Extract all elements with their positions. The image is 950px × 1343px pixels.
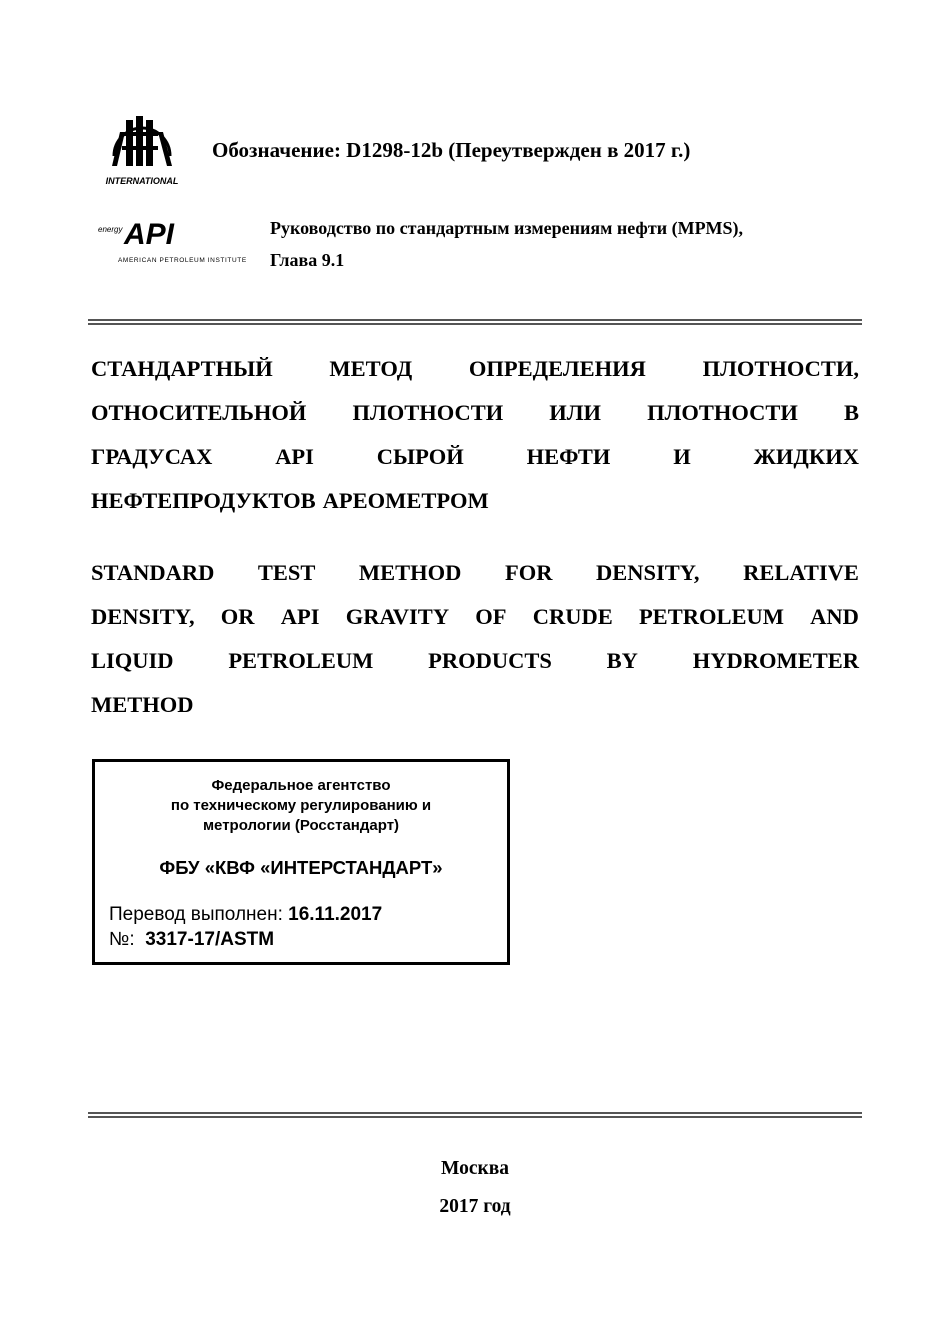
title-word: CRUDE: [532, 604, 613, 629]
title-word: OR: [220, 604, 255, 629]
title-word: DENSITY,: [91, 604, 195, 629]
title-ru-line: [91, 435, 859, 479]
astm-logo-icon: [100, 112, 184, 188]
title-word: АРЕОМЕТРОМ: [322, 488, 489, 513]
title-english: [91, 551, 859, 727]
guide-line-1: Руководство по стандартным измерениям нефти (MPMS),: [270, 218, 744, 238]
translation-date-label: Перевод выполнен:: [109, 904, 283, 925]
title-word: ОТНОСИТЕЛЬНОЙ: [91, 400, 307, 425]
mpms-guide: [270, 212, 743, 276]
title-word: LIQUID: [91, 648, 174, 673]
title-word: METHOD: [358, 560, 462, 585]
title-word: ПЛОТНОСТИ,: [702, 356, 859, 381]
document-designation: Обозначение: D1298-12b (Переутвержден в 2017 г.): [212, 138, 691, 162]
title-word: METHOD: [91, 692, 194, 717]
agency-name: [95, 776, 507, 836]
title-en-line: [91, 551, 859, 595]
title-word: ЖИДКИХ: [753, 444, 859, 469]
title-word: HYDROMETER: [692, 648, 859, 673]
title-en-line: [91, 595, 859, 639]
title-word: API: [280, 604, 320, 629]
api-logo-big-text: API: [124, 218, 175, 251]
bottom-divider: [88, 1112, 862, 1118]
translation-stamp: [92, 759, 510, 965]
title-word: СТАНДАРТНЫЙ: [91, 356, 273, 381]
title-word: API: [275, 444, 314, 469]
api-logo-icon: [90, 214, 260, 266]
title-word: GRAVITY: [345, 604, 450, 629]
translation-info: [109, 902, 382, 952]
translation-date: 16.11.2017: [288, 904, 383, 925]
title-word: TEST: [257, 560, 316, 585]
title-word: В: [843, 400, 859, 425]
title-word: PRODUCTS: [428, 648, 552, 673]
title-word: ГРАДУСАХ: [91, 444, 213, 469]
top-divider: [88, 319, 862, 325]
title-word: PETROLEUM: [228, 648, 374, 673]
title-word: НЕФТЕПРОДУКТОВ: [91, 488, 316, 513]
title-word: ПЛОТНОСТИ: [647, 400, 798, 425]
title-en-line: [91, 639, 859, 683]
title-word: ПЛОТНОСТИ: [352, 400, 504, 425]
astm-logo-text: INTERNATIONAL: [105, 176, 179, 186]
title-word: НЕФТИ: [526, 444, 611, 469]
guide-line-2: Глава 9.1: [270, 250, 345, 270]
title-word: RELATIVE: [743, 560, 859, 585]
title-ru-line: [91, 479, 859, 523]
title-word: OF: [475, 604, 507, 629]
title-word: МЕТОД: [329, 356, 413, 381]
title-word: AND: [810, 604, 859, 629]
title-ru-line: [91, 347, 859, 391]
title-ru-line: [91, 391, 859, 435]
translation-number: 3317-17/ASTM: [145, 929, 275, 950]
title-word: DENSITY,: [595, 560, 700, 585]
title-word: ОПРЕДЕЛЕНИЯ: [468, 356, 646, 381]
title-word: FOR: [504, 560, 553, 585]
title-word: СЫРОЙ: [376, 444, 464, 469]
title-word: STANDARD: [91, 560, 215, 585]
title-word: BY: [606, 648, 638, 673]
translation-date-row: [109, 902, 382, 927]
organization-name: ФБУ «КВФ «ИНТЕРСТАНДАРТ»: [159, 857, 443, 878]
api-logo-small-text: energy: [98, 225, 123, 234]
api-logo-caption: AMERICAN PETROLEUM INSTITUTE: [118, 257, 247, 264]
title-word: И: [673, 444, 691, 469]
title-en-line: [91, 683, 859, 727]
agency-line: Федеральное агентство: [211, 777, 391, 794]
title-word: PETROLEUM: [638, 604, 784, 629]
translation-number-row: [109, 927, 382, 952]
title-word: ИЛИ: [549, 400, 602, 425]
agency-line: метрологии (Росстандарт): [202, 817, 400, 834]
publication-city: Москва: [440, 1158, 510, 1179]
publication-year: 2017 год: [439, 1196, 511, 1217]
agency-line: по техническому регулированию и: [170, 797, 432, 814]
translation-number-label: №:: [109, 929, 135, 950]
title-russian: [91, 347, 859, 523]
